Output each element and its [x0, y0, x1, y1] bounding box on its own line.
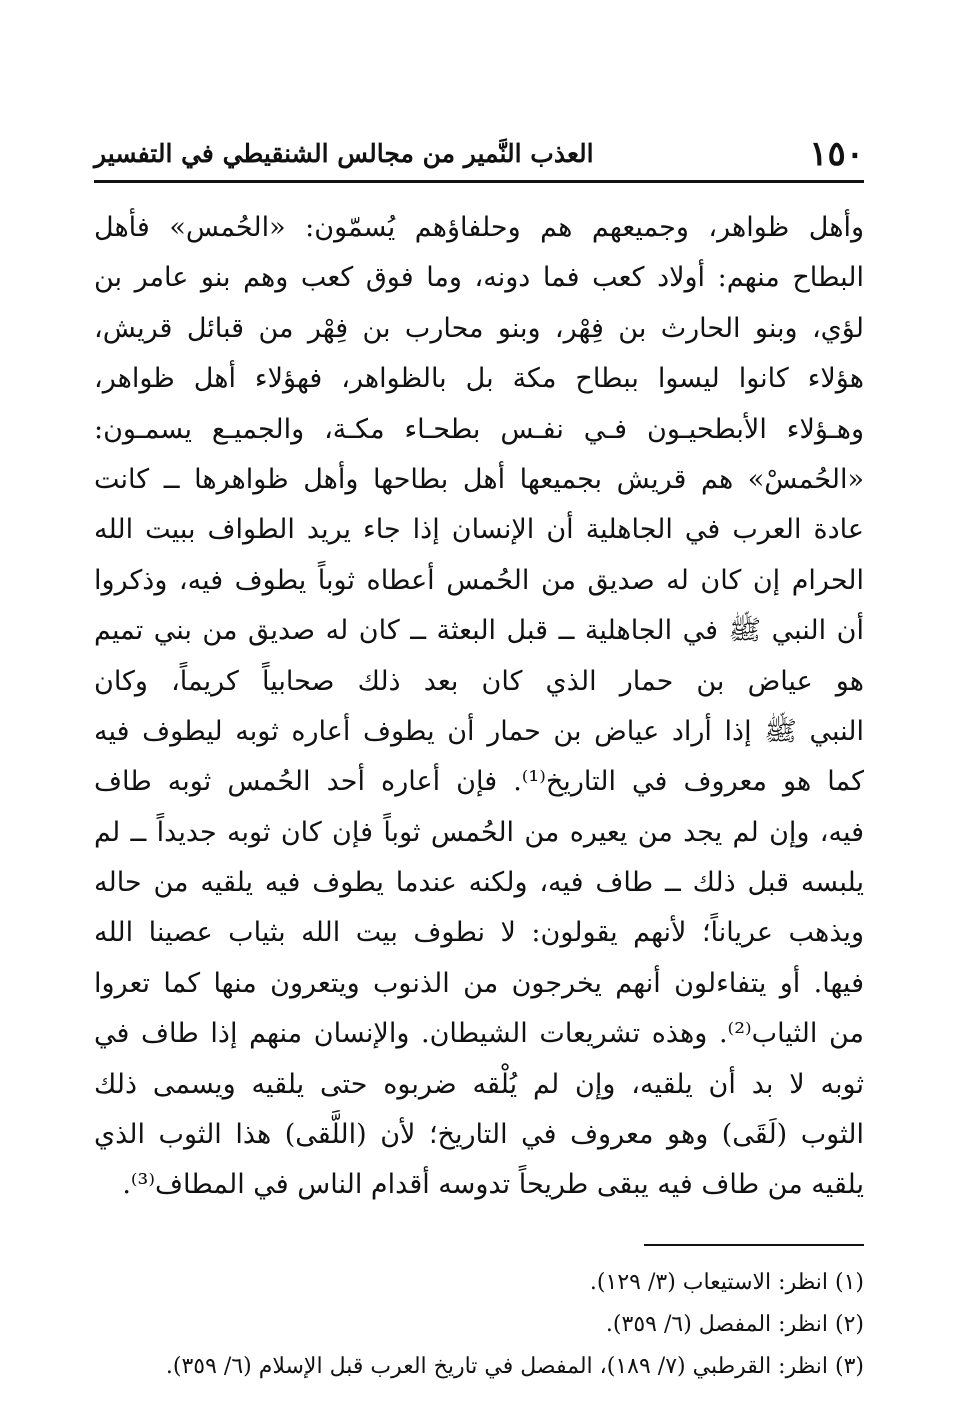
body-line: هؤلاء كانوا ليسوا ببطاح مكة بل بالظواهر، فهؤلاء أهل ظواهر، — [94, 363, 864, 395]
body-line: البطاح منهم: أولاد كعب فما دونه، وما فوق كعب وهم بنو عامر بن — [94, 262, 864, 294]
body-line: فيه، وإن لم يجد من يعيره من الحُمس ثوباً فإن كان ثوبه جديداً ــ لم — [94, 816, 864, 848]
footnotes — [94, 1262, 864, 1388]
body-line: هو عياض بن حمار الذي كان بعد ذلك صحابياً كريماً، وكان — [94, 665, 864, 697]
page-header — [94, 130, 864, 178]
body-line: «الحُمسْ» هم قريش بجميعها أهل بطاحها وأهل ظواهرها ــ كانت — [94, 463, 864, 495]
body-line: النبي ﷺ إذا أراد عياض بن حمار أن يطوف أعاره ثوبه ليطوف فيه — [94, 715, 864, 747]
footnote-3: (٣) انظر: القرطبي (٧/ ١٨٩)، المفصل في تاريخ العرب قبل الإسلام (٦/ ٣٥٩). — [165, 1354, 864, 1379]
body-line: عادة العرب في الجاهلية أن الإنسان إذا جاء يريد الطواف ببيت الله — [94, 514, 864, 546]
body-line: من الثياب⁽²⁾. وهذه تشريعات الشيطان. والإنسان منهم إذا طاف في — [94, 1018, 864, 1050]
running-title: العذب النَّمير من مجالس الشنقيطي في التفسير — [94, 139, 594, 168]
footnote-2: (٢) انظر: المفصل (٦/ ٣٥٩). — [605, 1312, 864, 1337]
body-line: أن النبي ﷺ في الجاهلية ــ قبل البعثة ــ كان له صديق من بني تميم — [94, 615, 864, 647]
body-line: وهـؤلاء الأبطحيـون فـي نفـس بطحـاء مكـة، والجميـع يسمـون: — [94, 413, 864, 445]
page-number: ١٥٠ — [809, 134, 864, 174]
body-line: ويذهب عرياناً؛ لأنهم يقولون: لا نطوف بيت الله بثياب عصينا الله — [94, 917, 864, 949]
body-text — [94, 203, 864, 1211]
body-line: الثوب (لَقَى) وهو معروف في التاريخ؛ لأن (اللَّقى) هذا الثوب الذي — [94, 1119, 864, 1151]
footnote-1: (١) انظر: الاستيعاب (٣/ ١٢٩). — [589, 1270, 864, 1295]
header-divider — [94, 180, 864, 183]
body-line: ثوبه لا بد أن يلقيه، وإن لم يُلْقه ضربوه حتى يلقيه ويسمى ذلك — [94, 1068, 864, 1100]
body-line: فيها. أو يتفاءلون أنهم يخرجون من الذنوب ويتعرون منها كما تعروا — [94, 967, 864, 999]
body-line: يلقيه من طاف فيه يبقى طريحاً تدوسه أقدام الناس في المطاف⁽³⁾. — [122, 1169, 864, 1201]
body-line: كما هو معروف في التاريخ⁽¹⁾. فإن أعاره أحد الحُمس ثوبه طاف — [94, 766, 864, 798]
body-line: لؤي، وبنو الحارث بن فِهْر، وبنو محارب بن فِهْر من قبائل قريش، — [94, 312, 864, 344]
body-line: الحرام إن كان له صديق من الحُمس أعطاه ثوباً يطوف فيه، وذكروا — [94, 564, 864, 596]
body-line: يلبسه قبل ذلك ــ طاف فيه، ولكنه عندما يطوف فيه يلقيه من حاله — [94, 867, 864, 899]
footnote-divider — [644, 1244, 864, 1246]
body-line: وأهل ظواهر، وجميعهم هم وحلفاؤهم يُسمّون: «الحُمس» فأهل — [94, 212, 864, 243]
